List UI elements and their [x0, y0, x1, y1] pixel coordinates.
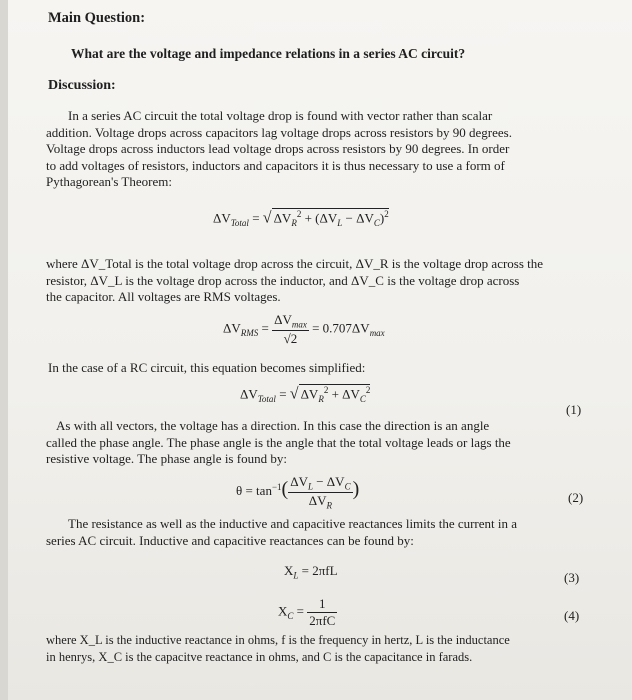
rc-line: In the case of a RC circuit, this equation becomes simplified:: [48, 360, 366, 375]
discussion-heading: Discussion:: [48, 78, 116, 93]
equation-1: $\Delta V_{Total}$ = √ $\Delta V_R^2 + \Delta V_C^2$: [240, 385, 371, 404]
equation-number-2: (2): [568, 490, 584, 505]
equation-2: $\theta = \tan^{-1}$( $\frac{\Delta V_L - \Delta V_C}{\Delta V_R}$ ): [236, 474, 360, 511]
main-question-heading: Main Question:: [48, 10, 146, 26]
where-paragraph: [46, 256, 586, 306]
intro-line: Pythagorean's Theorem:: [46, 174, 172, 190]
vector-line: resistive voltage. The phase angle is found by:: [46, 451, 287, 467]
equation-rms: $\Delta V_{RMS}$ = $\frac{\Delta V_{max}}{√2}$ = $0.707\Delta V_{max}$: [223, 312, 385, 346]
reactance-line: The resistance as well as the inductive and capacitive reactances limits the current in a: [68, 516, 518, 531]
equation-3: $X_L = 2\pi fL$: [284, 563, 338, 581]
reactance-paragraph: [46, 516, 586, 549]
equation-number-1: (1): [566, 402, 582, 417]
equation-number-3: (3): [564, 570, 580, 585]
vector-paragraph: [46, 418, 586, 468]
vector-line: As with all vectors, the voltage has a direction. In this case the direction is an angle: [56, 418, 490, 433]
document-page: [8, 0, 632, 700]
vector-line: called the phase angle. The phase angle is the angle that the total voltage leads or lags the: [46, 434, 511, 450]
where-line: the capacitor. All voltages are RMS voltages.: [46, 289, 281, 305]
intro-line: In a series AC circuit the total voltage drop is found with vector rather than scalar: [68, 108, 493, 123]
intro-line: Voltage drops across inductors lead voltage drops across resistors by 90 degrees. In order: [46, 141, 510, 157]
where-line: where ΔV_Total is the total voltage drop across the circuit, ΔV_R is the voltage drop across the: [46, 256, 544, 271]
where-line: resistor, ΔV_L is the voltage drop across the inductor, and ΔV_C is the voltage drop across: [46, 272, 520, 288]
intro-paragraph: [46, 108, 586, 191]
equation-number-4: (4): [564, 608, 580, 623]
intro-line: addition. Voltage drops across capacitors lag voltage drops across resistors by 90 degrees.: [46, 124, 512, 140]
final-line: in henrys, X_C is the capacitve reactance in ohms, and C is the capacitance in farads.: [46, 649, 473, 664]
equation-4: $X_C$ = $\frac{1}{\text{2πfC}}$: [278, 596, 336, 628]
reactance-line: series AC circuit. Inductive and capacitive reactances can be found by:: [46, 532, 414, 548]
intro-line: to add voltages of resistors, inductors and capacitors it is thus necessary to use a form of: [46, 157, 505, 173]
equation-total-voltage: $\Delta V_{Total}$ = √ $\Delta V_R^2 + (\Delta V_L - \Delta V_C)^2$: [213, 209, 389, 228]
main-question-text: What are the voltage and impedance relations in a series AC circuit?: [71, 46, 466, 61]
final-paragraph: [46, 632, 586, 665]
final-line: where X_L is the inductive reactance in ohms, f is the frequency in hertz, L is the inductance: [46, 633, 510, 647]
